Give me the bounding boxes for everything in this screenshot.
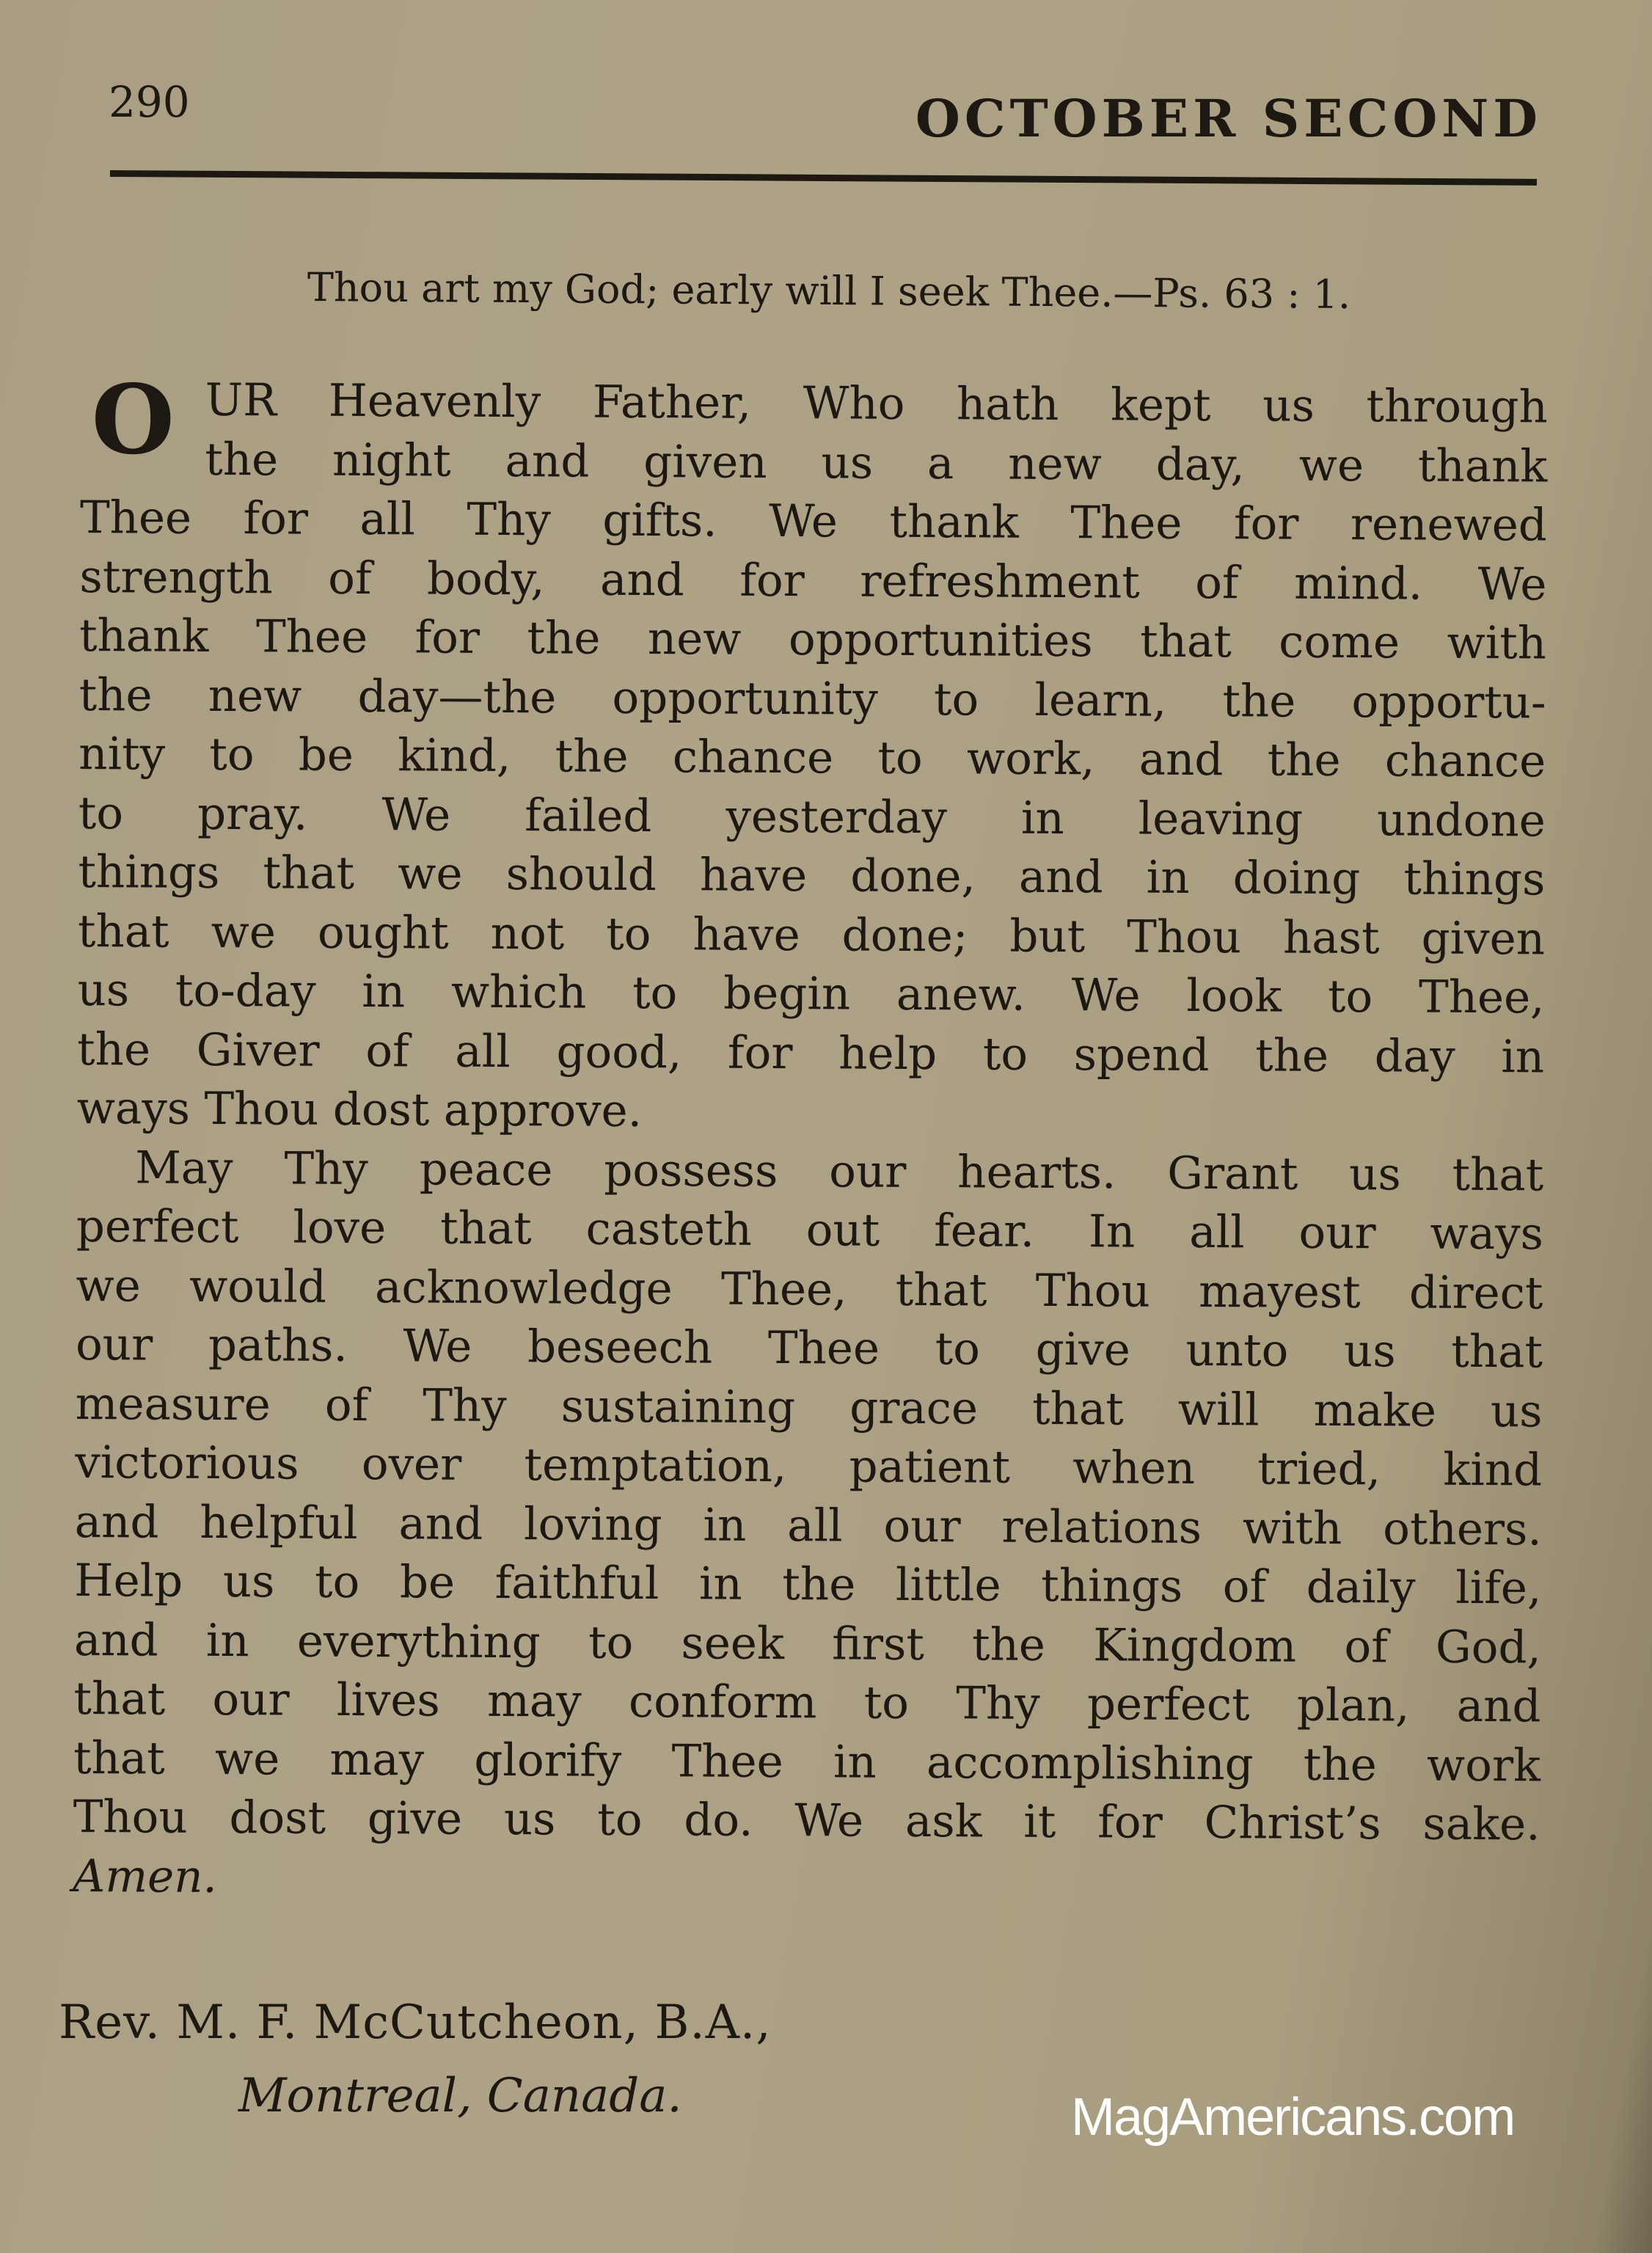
line-text: Help us to be faithful in the little things of daily life, — [74, 1554, 1542, 1615]
text-line — [77, 961, 1544, 1028]
text-line — [76, 1138, 1543, 1205]
line-text: that we may glorify Thee in accomplishing the work — [73, 1731, 1541, 1792]
watermark: MagAmericans.com — [1071, 2088, 1515, 2147]
drop-cap: O — [91, 363, 175, 476]
running-head: OCTOBER SECOND — [915, 88, 1542, 149]
line-text: us to-day in which to begin anew. We look to Thee, — [77, 963, 1545, 1024]
text-line — [73, 1728, 1540, 1795]
text-line — [76, 1315, 1543, 1382]
paragraph-2 — [73, 1138, 1543, 1854]
prayer-body — [73, 363, 1548, 1913]
line-text: the night and given us a new day, we thank — [205, 433, 1548, 492]
line-text: nity to be kind, the chance to work, and the chance — [78, 727, 1546, 788]
text-line — [78, 665, 1546, 732]
text-line — [78, 902, 1545, 968]
line-text: ways Thou dost approve. — [76, 1081, 643, 1138]
line-text: measure of Thy sustaining grace that will make us — [75, 1377, 1543, 1437]
text-line — [73, 1670, 1540, 1737]
line-text: thank Thee for the new opportunities that come with — [78, 609, 1547, 670]
text-line — [75, 1492, 1542, 1559]
text-line — [78, 784, 1546, 850]
text-line — [79, 547, 1546, 614]
text-line — [77, 1079, 1544, 1146]
line-text: our paths. We beseech Thee to give unto us that — [75, 1318, 1543, 1379]
text-line — [75, 1434, 1542, 1500]
line-text: the new day—the opportunity to learn, the opportu- — [78, 668, 1546, 729]
epigraph: Thou art my God; early will I seek Thee.—Ps. 63 : 1. — [307, 264, 1351, 318]
text-line — [80, 489, 1547, 555]
line-text: things that we should have done, and in doing things — [78, 845, 1546, 906]
line-text: and helpful and loving in all our relations with others. — [74, 1495, 1542, 1555]
line-text: Thee for all Thy gifts. We thank Thee for renewed — [79, 491, 1548, 552]
line-text: to pray. We failed yesterday in leaving undone — [78, 786, 1546, 847]
line-text: Thou dost give us to do. We ask it for Christ’s sake. — [73, 1790, 1540, 1851]
text-line — [76, 1197, 1543, 1264]
header-rule — [110, 170, 1537, 186]
text-line — [75, 1374, 1542, 1441]
page-number: 290 — [109, 77, 190, 127]
author-name: Rev. M. F. McCutcheon, B.A., — [59, 1995, 772, 2050]
text-line — [79, 607, 1546, 673]
line-text: that our lives may conform to Thy perfect plan, and — [73, 1672, 1541, 1733]
line-text: strength of body, and for refreshment of mind. We — [79, 550, 1547, 610]
text-line — [80, 429, 1547, 496]
text-line — [74, 1610, 1541, 1677]
line-text: the Giver of all good, for help to spend the day in — [76, 1023, 1545, 1083]
line-text: that we ought not to have done; but Thou hast given — [77, 905, 1546, 965]
text-line — [76, 1256, 1543, 1323]
text-line — [78, 843, 1545, 910]
line-text: perfect love that casteth out fear. In all our ways — [76, 1199, 1544, 1260]
line-text: we would acknowledge Thee, that Thou mayest direct — [76, 1259, 1543, 1319]
line-text: UR Heavenly Father, Who hath kept us through — [205, 373, 1548, 434]
line-text: and in everything to seek first the Kingdom of God, — [73, 1613, 1542, 1673]
text-line — [73, 1788, 1540, 1855]
line-text: May Thy peace possess our hearts. Grant us that — [135, 1141, 1544, 1201]
line-text: victorious over temptation, patient when tried, kind — [75, 1436, 1543, 1497]
text-line — [77, 1020, 1544, 1087]
author-location: Montreal, Canada. — [238, 2069, 682, 2123]
paragraph-1 — [76, 363, 1548, 1146]
text-line — [78, 725, 1546, 792]
amen: Amen. — [73, 1849, 218, 1903]
text-line — [74, 1552, 1541, 1618]
